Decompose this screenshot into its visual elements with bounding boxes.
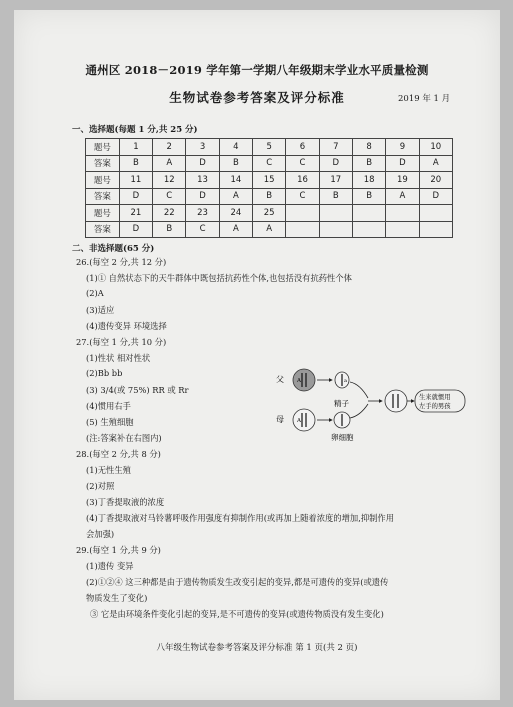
- question-number-cell: 6: [286, 139, 319, 156]
- answer-line: (1)性状 相对性状: [86, 353, 151, 363]
- question-number-cell: 2: [153, 139, 186, 156]
- answer-line: (2)①②④ 这三种都是由于遗传物质发生改变引起的变异,都是可遗传的变异(或遗传: [86, 577, 389, 587]
- q28-heading: 28.(每空 2 分,共 8 分): [76, 449, 161, 459]
- section-2-heading: 二、非选择题(65 分): [72, 244, 155, 254]
- answer-line: (2)Bb bb: [86, 368, 123, 378]
- question-number-cell: 17: [319, 172, 352, 189]
- question-number-cell: 1: [119, 139, 152, 156]
- answer-cell: A: [386, 188, 419, 205]
- answer-cell: C: [253, 155, 286, 172]
- answer-cell: B: [219, 155, 252, 172]
- question-number-cell: 20: [419, 172, 452, 189]
- answer-cell: A: [219, 221, 252, 238]
- question-number-cell: 24: [219, 205, 252, 222]
- question-number-cell: 8: [352, 139, 385, 156]
- question-number-cell: 3: [186, 139, 219, 156]
- q27-heading: 27.(每空 1 分,共 10 分): [76, 337, 167, 347]
- offspring-label-line1: 生来就惯用: [419, 394, 451, 401]
- answer-cell: D: [186, 188, 219, 205]
- page-footer: 八年级生物试卷参考答案及评分标准 第 1 页(共 2 页): [156, 643, 358, 653]
- answer-cell: C: [186, 221, 219, 238]
- q26-heading: 26.(每空 2 分,共 12 分): [76, 257, 167, 267]
- answer-line: (5) 生殖细胞: [86, 417, 134, 427]
- answer-line: (1)遗传 变异: [86, 561, 134, 571]
- answer-row: [86, 188, 453, 205]
- answer-row: [86, 221, 453, 238]
- answer-line: (3) 3/4(或 75%) RR 或 Rr: [86, 385, 189, 395]
- answer-cell: B: [253, 188, 286, 205]
- row-label: 题号: [86, 172, 120, 189]
- answer-line: (2)A: [86, 288, 104, 298]
- answer-line: (4)遗传变异 环境选择: [86, 321, 167, 331]
- answer-cell: A: [253, 221, 286, 238]
- father-gene-label: A: [297, 378, 301, 384]
- answer-row: [86, 155, 453, 172]
- question-number-cell: 21: [119, 205, 152, 222]
- answer-line: (1)① 自然状态下的天牛群体中既包括抗药性个体,也包括没有抗药性个体: [86, 273, 352, 283]
- offspring-label-line2: 左手的男孩: [419, 403, 451, 410]
- question-number-cell: 22: [153, 205, 186, 222]
- question-number-cell: 12: [153, 172, 186, 189]
- answer-cell: C: [153, 188, 186, 205]
- father-label: 父: [276, 375, 284, 384]
- multiple-choice-answer-table: [85, 138, 453, 238]
- q29-heading: 29.(每空 1 分,共 9 分): [76, 545, 161, 555]
- answer-line: (4)丁香提取液对马铃薯呼吸作用强度有抑制作用(或再加上随着浓度的增加,抑制作用: [86, 513, 395, 523]
- answer-line-continued: 物质发生了变化): [86, 593, 148, 603]
- answer-line: (2)对照: [86, 481, 115, 491]
- answer-cell: [286, 221, 319, 238]
- answer-cell: [352, 221, 385, 238]
- question-number-row: [86, 172, 453, 189]
- question-number-cell: 25: [253, 205, 286, 222]
- answer-cell: B: [119, 155, 152, 172]
- answer-note: (注:答案补在右图内): [86, 433, 162, 443]
- answer-cell: A: [153, 155, 186, 172]
- answer-cell: [386, 221, 419, 238]
- answer-cell: D: [386, 155, 419, 172]
- answer-key-subtitle: 生物试卷参考答案及评分标准: [169, 90, 345, 105]
- row-label: 答案: [86, 188, 120, 205]
- question-number-cell: 5: [253, 139, 286, 156]
- answer-cell: [319, 221, 352, 238]
- answer-cell: D: [119, 221, 152, 238]
- question-number-row: [86, 205, 453, 222]
- answer-cell: D: [419, 188, 452, 205]
- question-number-cell: [386, 205, 419, 222]
- answer-cell: D: [319, 155, 352, 172]
- answer-cell: C: [286, 188, 319, 205]
- section-1-heading: 一、选择题(每题 1 分,共 25 分): [72, 125, 198, 135]
- answer-cell: B: [352, 188, 385, 205]
- question-number-cell: 23: [186, 205, 219, 222]
- question-number-cell: 9: [386, 139, 419, 156]
- answer-sheet-page: [14, 10, 500, 700]
- question-number-cell: 11: [119, 172, 152, 189]
- exam-title: 通州区 2018－2019 学年第一学期八年级期末学业水平质量检测: [85, 63, 429, 77]
- egg-label: 卵细胞: [331, 433, 354, 442]
- question-number-cell: 15: [253, 172, 286, 189]
- row-label: 题号: [86, 205, 120, 222]
- answer-cell: A: [419, 155, 452, 172]
- question-number-row: [86, 139, 453, 156]
- answer-cell: B: [352, 155, 385, 172]
- answer-cell: A: [219, 188, 252, 205]
- question-number-cell: 14: [219, 172, 252, 189]
- row-label: 题号: [86, 139, 120, 156]
- row-label: 答案: [86, 221, 120, 238]
- offspring-cell: [385, 390, 407, 412]
- question-number-cell: 7: [319, 139, 352, 156]
- answer-line: (3)适应: [86, 305, 115, 315]
- sperm-label: 精子: [334, 399, 349, 408]
- mother-label: 母: [276, 415, 284, 424]
- exam-date: 2019 年 1 月: [398, 94, 451, 104]
- question-number-cell: [319, 205, 352, 222]
- question-number-cell: 10: [419, 139, 452, 156]
- question-number-cell: 4: [219, 139, 252, 156]
- answer-cell: D: [186, 155, 219, 172]
- sperm-gene-label: a: [344, 378, 347, 384]
- answer-line: (1)无性生殖: [86, 465, 131, 475]
- answer-cell: B: [153, 221, 186, 238]
- answer-cell: B: [319, 188, 352, 205]
- question-number-cell: [419, 205, 452, 222]
- question-number-cell: 13: [186, 172, 219, 189]
- answer-line: (4)惯用右手: [86, 401, 131, 411]
- inheritance-diagram: [276, 368, 466, 448]
- question-number-cell: [352, 205, 385, 222]
- answer-cell: C: [286, 155, 319, 172]
- answer-line-continued: 会加强): [86, 529, 115, 539]
- answer-line: ③ 它是由环境条件变化引起的变异,是不可遗传的变异(或遗传物质没有发生变化): [90, 609, 384, 619]
- answer-cell: [419, 221, 452, 238]
- answer-cell: D: [119, 188, 152, 205]
- question-number-cell: 19: [386, 172, 419, 189]
- question-number-cell: [286, 205, 319, 222]
- answer-line: (3)丁香提取液的浓度: [86, 497, 165, 507]
- question-number-cell: 16: [286, 172, 319, 189]
- row-label: 答案: [86, 155, 120, 172]
- mother-gene-label: A: [297, 418, 301, 424]
- question-number-cell: 18: [352, 172, 385, 189]
